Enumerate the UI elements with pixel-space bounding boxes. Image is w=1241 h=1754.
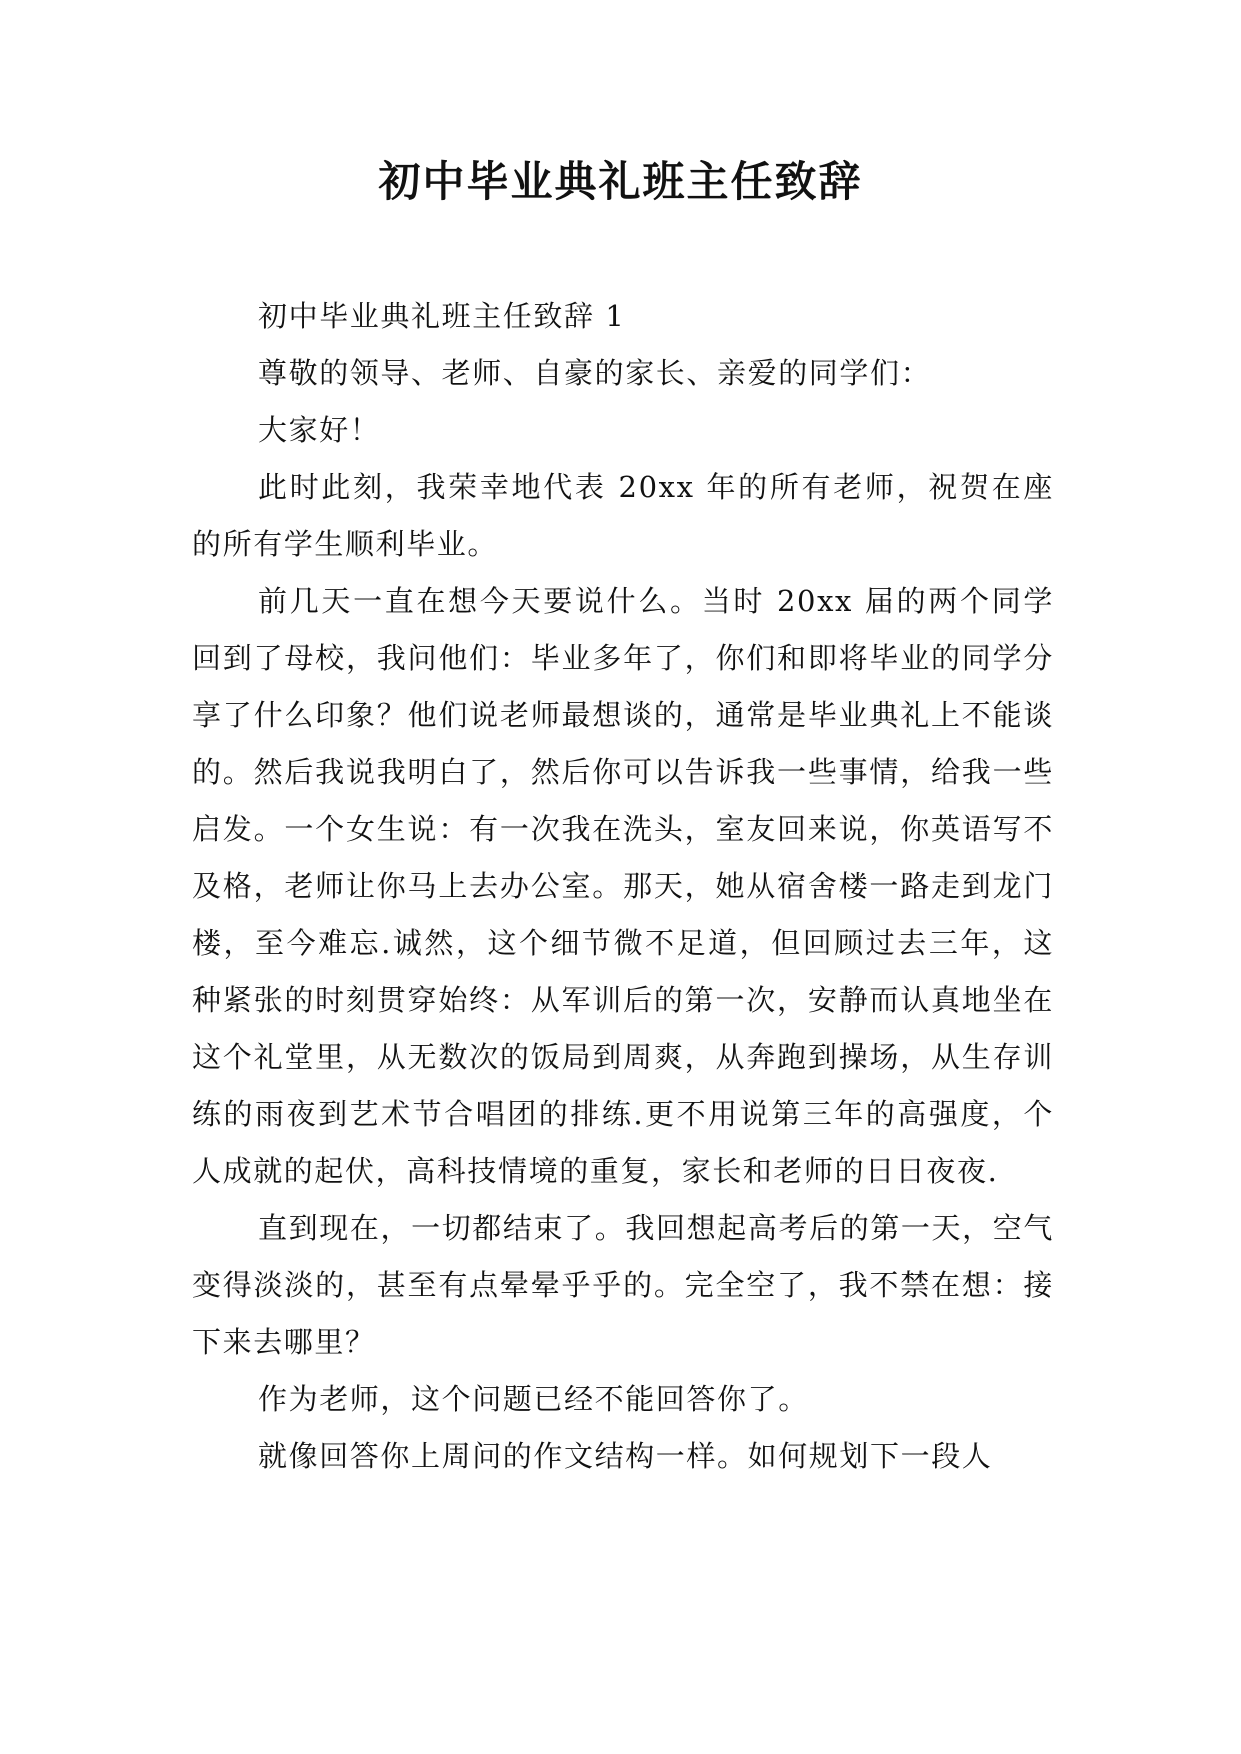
section-heading: 初中毕业典礼班主任致辞 1 bbox=[258, 299, 626, 333]
document-body bbox=[192, 288, 1054, 1485]
body-paragraph: 此时此刻，我荣幸地代表 20xx 年的所有老师，祝贺在座的所有学生顺利毕业。 bbox=[192, 470, 1054, 561]
body-paragraph: 就像回答你上周问的作文结构一样。如何规划下一段人 bbox=[258, 1439, 993, 1473]
salutation: 尊敬的领导、老师、自豪的家长、亲爱的同学们： bbox=[258, 356, 932, 390]
body-paragraph: 作为老师，这个问题已经不能回答你了。 bbox=[258, 1382, 809, 1416]
body-paragraph: 直到现在，一切都结束了。我回想起高考后的第一天，空气变得淡淡的，甚至有点晕晕乎乎的。完全空了，我不禁在想：接下来去哪里？ bbox=[192, 1211, 1054, 1359]
document-title: 初中毕业典礼班主任致辞 bbox=[378, 157, 863, 206]
body-paragraph: 前几天一直在想今天要说什么。当时 20xx 届的两个同学回到了母校，我问他们：毕业多年了，你们和即将毕业的同学分享了什么印象？他们说老师最想谈的，通常是毕业典礼上不能谈的。然后我说我明白了，然后你可以告诉我一些事情，给我一些启发。一个女生说：有一次我在洗头，室友回来说，你英语写不及格，老师让你马上去办公室。那天，她从宿舍楼一路走到龙门楼，至今难忘.诚然，这个细节微不足道，但回顾过去三年，这种紧张的时刻贯穿始终：从军训后的第一次，安静而认真地坐在这个礼堂里，从无数次的饭局到周爽，从奔跑到操场，从生存训练的雨夜到艺术节合唱团的排练.更不用说第三年的高强度，个人成就的起伏，高科技情境的重复，家长和老师的日日夜夜. bbox=[192, 584, 1054, 1188]
greeting: 大家好！ bbox=[258, 413, 381, 447]
